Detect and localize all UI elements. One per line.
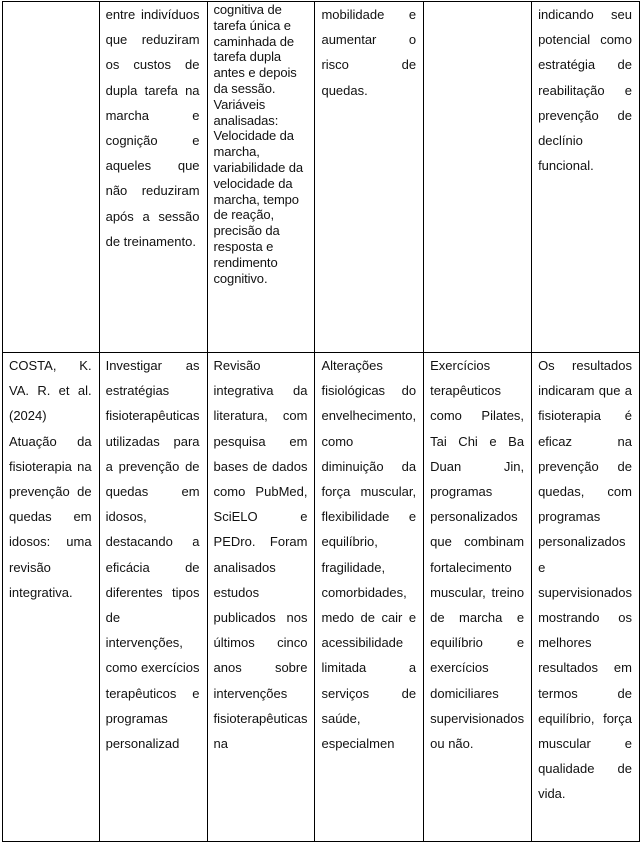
cell-objective: Investigar as estratégias fisioterapêuticas utilizadas para a prevenção de quedas em idosos, destacando a eficácia de diferentes tipos de intervenções, como exercícios terapêuticos e programas personalizad bbox=[99, 353, 207, 842]
cell-methodology: Revisão integrativa da literatura, com pesquisa em bases de dados como PubMed, SciELO e PEDro. Foram analisados estudos publicados nos últimos cinco anos sobre intervenções fisioterapêuticas na bbox=[207, 353, 315, 842]
table-row bbox=[3, 353, 640, 842]
cell-methodology: cognitiva de tarefa única e caminhada de tarefa dupla antes e depois da sessão. Variáveis analisadas: Velocidade da marcha, variabilidade da velocidade da marcha, tempo de reação, precisão da resposta e rendimento cognitivo. bbox=[207, 2, 315, 353]
literature-review-table bbox=[2, 1, 640, 842]
cell-results: Os resultados indicaram que a fisioterapia é eficaz na prevenção de quedas, com programas personalizados e supervisionados mostrando os melhores resultados em termos de equilíbrio, força muscular e qualidade de vida. bbox=[532, 353, 640, 842]
cell-risk-factors: Alterações fisiológicas do envelhecimento, como diminuição da força muscular, flexibilidade e equilíbrio, fragilidade, comorbidades, medo de cair e acessibilidade limitada a serviços de saúde, especialmen bbox=[315, 353, 424, 842]
cell-reference bbox=[3, 2, 100, 353]
cell-interventions bbox=[424, 2, 532, 353]
cell-interventions: Exercícios terapêuticos como Pilates, Tai Chi e Ba Duan Jin, programas personalizados que combinam fortalecimento muscular, treino de marcha e equilíbrio e exercícios domiciliares supervisionados ou não. bbox=[424, 353, 532, 842]
table-row-continued bbox=[3, 2, 640, 353]
cell-reference: COSTA, K. VA. R. et al. (2024) Atuação da fisioterapia na prevenção de quedas em idosos: uma revisão integrativa. bbox=[3, 353, 100, 842]
cell-risk-factors: mobilidade e aumentar o risco de quedas. bbox=[315, 2, 424, 353]
cell-objective: entre indivíduos que reduziram os custos de dupla tarefa na marcha e cognição e aqueles que não reduziram após a sessão de treinamento. bbox=[99, 2, 207, 353]
cell-results: indicando seu potencial como estratégia de reabilitação e prevenção de declínio funcional. bbox=[532, 2, 640, 353]
